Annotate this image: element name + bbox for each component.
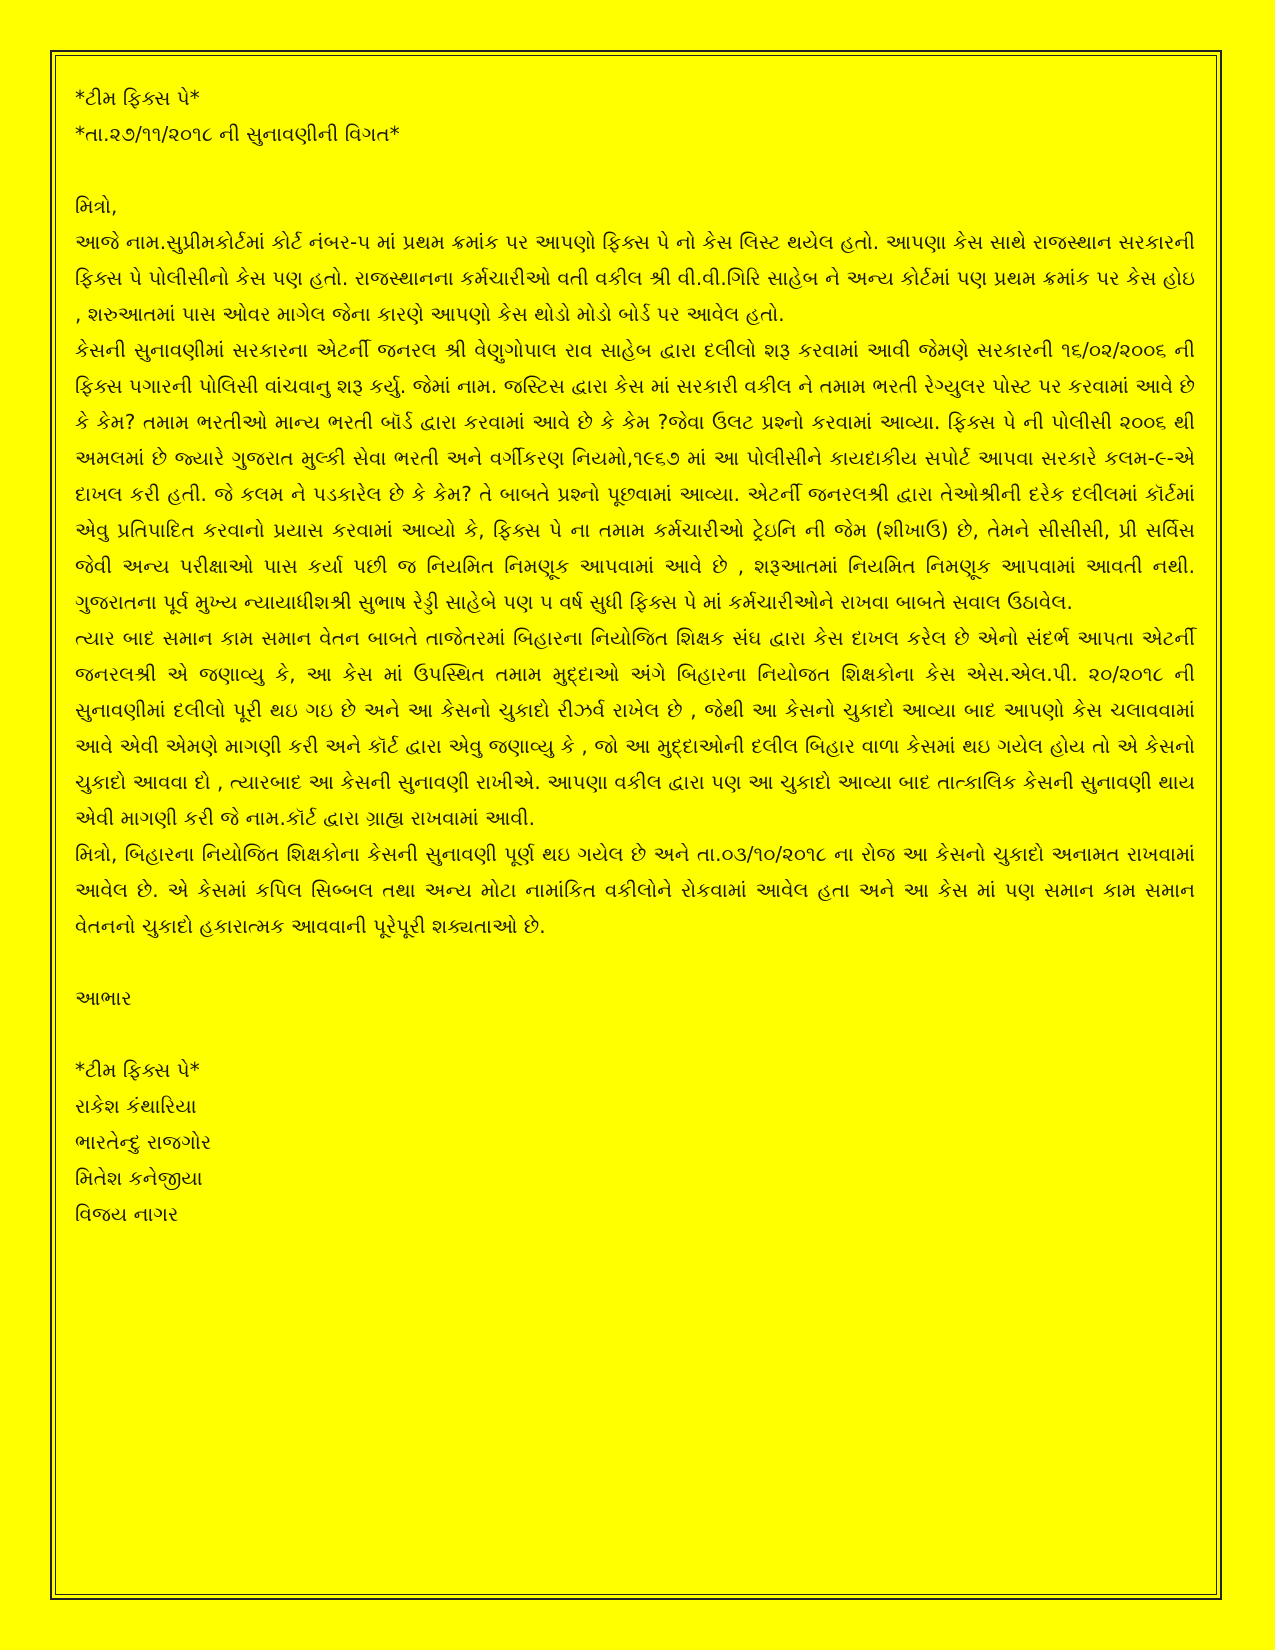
spacer (75, 1016, 1195, 1052)
spacer (75, 152, 1195, 188)
paragraph-4: મિત્રો, બિહારના નિયોજિત શિક્ષકોના કેસની સુનાવણી પૂર્ણ થઇ ગયેલ છે અને તા.૦૩/૧૦/૨૦૧૮ ના રોજ આ કેસનો ચુકાદો અનામત રાખવામાં આવેલ છે. એ કેસમાં કપિલ સિબ્બલ તથા અન્ય મોટા નામાંકિત વકીલોને રોકવામાં આવેલ હતા અને આ કેસ માં પણ સમાન કામ સમાન વેતનનો ચુકાદો હકારાત્મક આવવાની પૂરેપૂરી શક્યતાઓ છે. (75, 842, 1195, 938)
header-hearing-date: *તા.૨૭/૧૧/૨૦૧૮ ની સુનાવણીની વિગત* (75, 122, 400, 146)
spacer (75, 944, 1195, 980)
signature-name-3: મિતેશ કનેજીયા (75, 1166, 203, 1190)
greeting: મિત્રો, (75, 194, 118, 218)
signature-team: *ટીમ ફિક્સ પે* (75, 1058, 200, 1082)
paragraph-3: ત્યાર બાદ સમાન કામ સમાન વેતન બાબતે તાજેતરમાં બિહારના નિયોજિત શિક્ષક સંઘ દ્વારા કેસ દાખલ કરેલ છે એનો સંદર્ભ આપતા એટર્ની જનરલશ્રી એ જણાવ્યુ કે, આ કેસ માં ઉપસ્થિત તમામ મુદ્દાઓ અંગે બિહારના નિયોજત શિક્ષકોના કેસ એસ.એલ.પી. ૨૦/૨૦૧૮ ની સુનાવણીમાં દલીલો પૂરી થઇ ગઇ છે અને આ કેસનો ચુકાદો રીઝર્વ રાખેલ છે , જેથી આ કેસનો ચુકાદો આવ્યા બાદ આપણો કેસ ચલાવવામાં આવે એવી એમણે માગણી કરી અને કૉર્ટ દ્વારા એવુ જણાવ્યુ કે , જો આ મુદ્દાઓની દલીલ બિહાર વાળા કેસમાં થઇ ગયેલ હોય તો એ કેસનો ચુકાદો આવવા દો , ત્યારબાદ આ કેસની સુનાવણી રાખીએ. આપણા વકીલ દ્વારા પણ આ ચુકાદો આવ્યા બાદ તાત્કાલિક કેસની સુનાવણી થાય એવી માગણી કરી જે નામ.કૉર્ટ દ્વારા ગ્રાહ્ય રાખવામાં આવી. (75, 626, 1195, 830)
header-team-title: *ટીમ ફિક્સ પે* (75, 86, 200, 110)
signature-name-2: ભારતેન્દુ રાજગોર (75, 1130, 212, 1154)
thanks: આભાર (75, 986, 132, 1010)
paragraph-1: આજે નામ.સુપ્રીમકોર્ટમાં કોર્ટ નંબર-૫ માં પ્રથમ ક્રમાંક પર આપણો ફિક્સ પે નો કેસ લિસ્ટ થયેલ હતો. આપણા કેસ સાથે રાજસ્થાન સરકારની ફિક્સ પે પોલીસીનો કેસ પણ હતો. રાજસ્થાનના કર્મચારીઓ વતી વકીલ શ્રી વી.વી.ગિરિ સાહેબ ને અન્ય કોર્ટમાં પણ પ્રથમ ક્રમાંક પર કેસ હોઇ , શરુઆતમાં પાસ ઓવર માગેલ જેના કારણે આપણો કેસ થોડો મોડો બોર્ડ પર આવેલ હતો. (75, 230, 1195, 326)
signature-name-4: વિજય નાગર (75, 1202, 179, 1226)
signature-name-1: રાકેશ કંથારિયા (75, 1094, 197, 1118)
document-body (75, 80, 1195, 1232)
paragraph-2: કેસની સુનાવણીમાં સરકારના એટર્ની જનરલ શ્રી વેણુગોપાલ રાવ સાહેબ દ્વારા દલીલો શરૂ કરવામાં આવી જેમણે સરકારની ૧૬/૦૨/૨૦૦૬ ની ફિક્સ પગારની પોલિસી વાંચવાનુ શરૂ કર્યુ. જેમાં નામ. જસ્ટિસ દ્વારા કેસ માં સરકારી વકીલ ને તમામ ભરતી રેગ્યુલર પોસ્ટ પર કરવામાં આવે છે કે કેમ? તમામ ભરતીઓ માન્ય ભરતી બૉર્ડ દ્વારા કરવામાં આવે છે કે કેમ ?જેવા ઉલટ પ્રશ્નો કરવામાં આવ્યા. ફિક્સ પે ની પોલીસી ૨૦૦૬ થી અમલમાં છે જ્યારે ગુજરાત મુલ્કી સેવા ભરતી અને વર્ગીકરણ નિયમો,૧૯૬૭ માં આ પોલીસીને કાયદાકીય સપોર્ટ આપવા સરકારે કલમ-૯-એ દાખલ કરી હતી. જે કલમ ને પડકારેલ છે કે કેમ? તે બાબતે પ્રશ્નો પૂછવામાં આવ્યા. એટર્ની જનરલશ્રી દ્વારા તેઓશ્રીની દરેક દલીલમાં કૉર્ટમાં એવુ પ્રતિપાદિત કરવાનો પ્રયાસ કરવામાં આવ્યો કે, ફિક્સ પે ના તમામ કર્મચારીઓ ટ્રેઇનિ ની જેમ (શીખાઉ) છે, તેમને સીસીસી, પ્રી સર્વિસ જેવી અન્ય પરીક્ષાઓ પાસ કર્યા પછી જ નિયમિત નિમણૂક આપવામાં આવે છે , શરૂઆતમાં નિયમિત નિમણૂક આપવામાં આવતી નથી. ગુજરાતના પૂર્વ મુખ્ય ન્યાયાધીશશ્રી સુભાષ રેડ્ડી સાહેબે પણ ૫ વર્ષ સુધી ફિક્સ પે માં કર્મચારીઓને રાખવા બાબતે સવાલ ઉઠાવેલ. (75, 338, 1195, 614)
